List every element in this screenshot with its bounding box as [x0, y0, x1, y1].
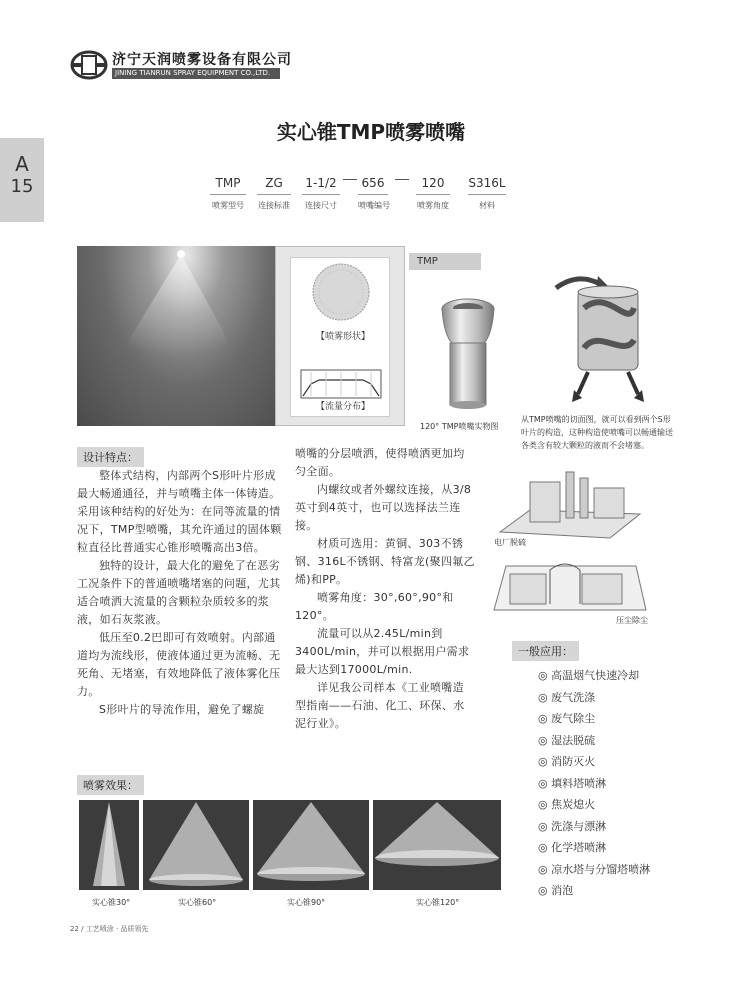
bullet-icon: ◎ — [538, 819, 548, 833]
application-item — [538, 751, 650, 773]
design-text-col2 — [295, 445, 475, 733]
tmp-tag: TMP — [409, 253, 481, 270]
application-item — [538, 665, 650, 687]
spray-shape-label: 【喷雾形状】 — [316, 332, 371, 342]
bullet-icon: ◎ — [538, 733, 548, 747]
application-item — [538, 859, 650, 881]
section-tab-number: 15 — [10, 176, 34, 197]
spray-caption: 实心锥60° — [178, 898, 217, 907]
bullet-icon: ◎ — [538, 798, 548, 811]
bullet-icon: ◎ — [538, 776, 548, 790]
paragraph: 材质可选用：黄铜、303不锈钢、316L不锈钢、特富龙(聚四氟乙烯)和PP。 — [295, 537, 475, 586]
paragraph: 喷雾角度：30°,60°,90°和120°。 — [295, 591, 454, 622]
cutaway-caption: 从TMP喷嘴的切面图，就可以看到两个S形叶片的构造，这种构造使喷嘴可以畅通输送各类含有较大颗粒的液而不会堵塞。 — [521, 415, 673, 450]
application-label: 化学塔喷淋 — [551, 841, 607, 854]
model-code-part: 120 喷雾角度 — [417, 176, 449, 210]
application-item — [538, 816, 650, 838]
nozzle-product-image — [438, 295, 498, 413]
spray-photo — [77, 246, 275, 426]
application-item — [538, 730, 650, 752]
application-item — [538, 837, 650, 859]
spray-effect-image — [79, 800, 139, 890]
section-tab — [0, 138, 44, 222]
paragraph: 详见我公司样本《工业喷嘴造型指南——石油、化工、环保、水泥行业》。 — [295, 681, 465, 730]
nozzle-caption: 120° TMP喷嘴实物图 — [420, 422, 499, 431]
bullet-icon: ◎ — [538, 712, 548, 725]
spray-effect-heading: 喷雾效果： — [77, 775, 144, 795]
page-footer: 22 / 工艺喷涂 · 品质领先 — [70, 925, 149, 933]
nozzle-cutaway-diagram — [548, 268, 666, 408]
company-logo-icon — [70, 50, 108, 80]
spray-effect-image — [373, 800, 501, 890]
flow-distribution-label: 【流量分布】 — [316, 402, 371, 412]
application-item — [538, 794, 650, 816]
application-item — [538, 773, 650, 795]
section-tab-letter: A — [15, 152, 29, 176]
application-label: 消防灭火 — [551, 755, 596, 768]
application-label: 凉水塔与分馏塔喷淋 — [551, 862, 651, 876]
model-code-part: TMP 喷雾型号 — [212, 176, 244, 210]
plant-label-dust: 压尘除尘 — [616, 616, 648, 625]
spray-caption: 实心锥90° — [287, 898, 326, 907]
application-label: 湿法脱硫 — [551, 733, 596, 747]
bullet-icon: ◎ — [538, 690, 548, 704]
paragraph: 整体式结构，内部两个S形叶片形成最大畅通通径，并与喷嘴主体一体铸造。采用该种结构的好处为：在同等流量的情况下，TMP型喷嘴，其允许通过的固体颗粒直径比普通实心锥形喷嘴高出3倍。 — [77, 469, 282, 554]
model-code-part: 656 喷嘴编号 — [358, 176, 390, 210]
application-label: 废气除尘 — [551, 712, 596, 725]
company-name-cn: 济宁天润喷雾设备有限公司 — [112, 52, 292, 68]
bullet-icon: ◎ — [538, 755, 548, 768]
company-name-en: JINING TIANRUN SPRAY EQUIPMENT CO.,LTD. — [112, 68, 280, 79]
bullet-icon: ◎ — [538, 862, 548, 876]
model-code-dash — [343, 179, 357, 180]
spray-effect-image — [253, 800, 369, 890]
application-item — [538, 708, 650, 730]
model-code-part: S316L 材料 — [468, 176, 506, 210]
paragraph: 流量可以从2.45L/min到3400L/min，并可以根据用户需求最大达到17000L/min. — [295, 627, 470, 676]
model-code-part: ZG 连接标准 — [258, 176, 290, 210]
spray-effect-image — [143, 800, 249, 890]
application-label: 废气洗涤 — [551, 690, 596, 704]
application-label: 焦炭熄火 — [551, 798, 596, 811]
applications-list — [538, 665, 650, 902]
applications-heading: 一般应用： — [512, 641, 579, 661]
application-label: 洗涤与漂淋 — [551, 819, 607, 833]
spray-shape-inset — [275, 246, 405, 426]
spray-caption: 实心锥30° — [92, 898, 131, 907]
application-item — [538, 687, 650, 709]
plant-label-desulfurization: 电厂脱硫 — [494, 538, 526, 547]
paragraph: S形叶片的导流作用，避免了螺旋 — [99, 703, 265, 716]
bullet-icon: ◎ — [538, 841, 548, 854]
page-title: 实心锥TMP喷雾喷嘴 — [276, 120, 466, 144]
design-text-col1 — [77, 467, 285, 719]
application-label: 填料塔喷淋 — [551, 776, 607, 790]
paragraph: 喷嘴的分层喷洒，使得喷洒更加均匀全面。 — [295, 447, 465, 478]
paragraph: 内螺纹或者外螺纹连接，从3/8英寸到4英寸，也可以选择法兰连接。 — [295, 483, 472, 532]
paragraph: 独特的设计，最大化的避免了在恶劣工况条件下的普通喷嘴堵塞的问题，尤其适合喷洒大流量的含颗粒杂质较多的浆液，如石灰浆液。 — [77, 559, 281, 626]
spray-photo-graphic — [77, 246, 275, 426]
paragraph: 低压至0.2巴即可有效喷射。内部通道均为流线形，使液体通过更为流畅、无死角、无堵塞，有效地降低了液体雾化压力。 — [77, 631, 281, 698]
model-code-dash — [395, 179, 409, 180]
bullet-icon: ◎ — [538, 884, 548, 897]
application-label: 消泡 — [551, 884, 574, 897]
spray-caption: 实心锥120° — [416, 898, 460, 907]
bullet-icon: ◎ — [538, 669, 548, 682]
application-item — [538, 880, 650, 902]
model-code-part: 1-1/2 连接尺寸 — [302, 176, 340, 211]
application-label: 高温烟气快速冷却 — [551, 669, 640, 682]
model-code — [210, 176, 530, 224]
design-heading: 设计特点： — [77, 447, 144, 467]
